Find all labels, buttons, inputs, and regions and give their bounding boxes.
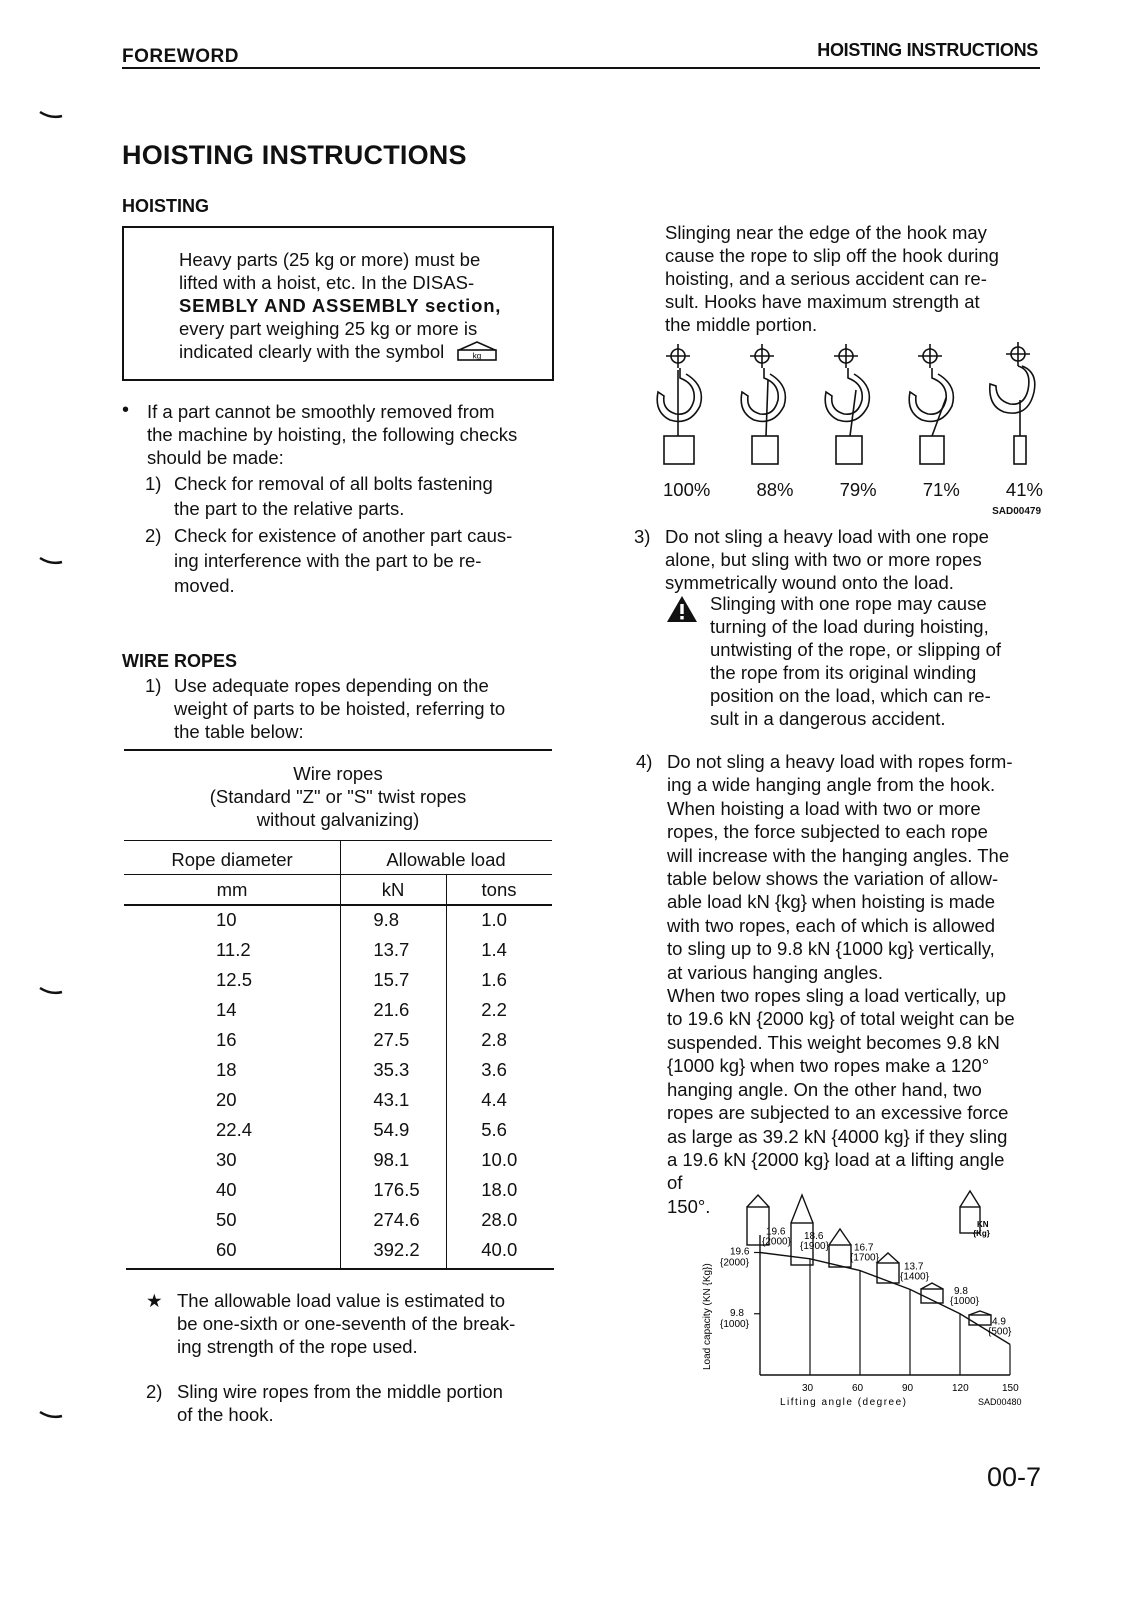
point-value-label: 4.9 xyxy=(992,1316,1006,1328)
cell-load-kn: 43.1 xyxy=(373,1089,410,1110)
x-tick-label: 120 xyxy=(952,1383,969,1394)
cell-load-kn: 54.9 xyxy=(373,1119,410,1140)
col-allowable-load: Allowable load xyxy=(386,849,506,870)
cell-load-tons: 40.0 xyxy=(481,1239,518,1260)
hook-positions-figure xyxy=(650,340,1045,470)
cell-rope-mm: 22.4 xyxy=(216,1119,253,1140)
cell-load-kn: 176.5 xyxy=(373,1179,420,1200)
cell-load-tons: 3.6 xyxy=(481,1059,507,1080)
check-item-2: 2) Check for existence of another part caus- ing interference with the part to be re- moved. xyxy=(145,525,513,596)
cell-load-kn: 35.3 xyxy=(373,1059,410,1080)
hook-icon xyxy=(657,344,701,464)
hook-percent: 88% xyxy=(756,479,794,500)
cell-rope-mm: 11.2 xyxy=(216,939,251,960)
cell-load-kn: 274.6 xyxy=(373,1209,420,1230)
header-chapter-label: HOISTING INSTRUCTIONS xyxy=(817,40,1038,60)
sling-rope-icon xyxy=(829,1229,851,1245)
figure-code: SAD00480 xyxy=(978,1397,1022,1407)
cell-load-tons: 5.6 xyxy=(481,1119,507,1140)
hook-percent-row xyxy=(663,478,1043,501)
wire-item-1: 1) Use adequate ropes depending on the weight of parts to be hoisted, referring to the table below: xyxy=(145,675,506,742)
bullet-dot-icon: • xyxy=(122,399,130,421)
hook-percent: 100% xyxy=(663,479,711,500)
cell-load-kn: 27.5 xyxy=(373,1029,410,1050)
bullet-line: should be made: xyxy=(147,447,284,468)
svg-text:kg: kg xyxy=(473,351,482,361)
cell-load-kn: 15.7 xyxy=(373,969,410,990)
note-line-symbol: indicated clearly with the symbol kg xyxy=(179,340,545,363)
cell-rope-mm: 10 xyxy=(216,909,237,930)
table-row xyxy=(124,1085,552,1115)
load-block-icon xyxy=(877,1263,899,1283)
hook-percent: 71% xyxy=(922,479,960,500)
x-tick-label: 60 xyxy=(852,1383,864,1394)
hoisting-heading: HOISTING xyxy=(122,196,210,216)
item4-line: will increase with the hanging angles. The xyxy=(667,844,1010,866)
warning-block: Slinging with one rope may cause turning of the load during hoisting, untwisting of the rope, or slipping of the rope from its original winding position on the load, which can re- sult in a dangerous accident. xyxy=(665,592,1043,730)
table-row xyxy=(124,1205,552,1235)
point-kg-label: {1700} xyxy=(850,1252,879,1264)
table-row xyxy=(124,965,552,995)
x-axis-label: Lifting angle (degree) xyxy=(780,1397,908,1408)
bullet-line: If a part cannot be smoothly removed from xyxy=(147,401,495,422)
point-value-label: 18.6 xyxy=(804,1230,824,1242)
table-row xyxy=(124,1235,552,1265)
binding-mark-icon xyxy=(38,556,64,566)
y-tick-label: 9.8 xyxy=(730,1307,744,1319)
page-title: HOISTING INSTRUCTIONS xyxy=(122,140,467,170)
table-top-rule xyxy=(124,749,552,751)
item4-line: with two ropes, each of which is allowed xyxy=(667,914,996,936)
hook-icon xyxy=(990,342,1035,464)
wire-rope-table xyxy=(124,905,552,1265)
hook-percent: 79% xyxy=(839,479,877,500)
sling-rope-icon xyxy=(791,1195,813,1223)
cell-load-tons: 1.4 xyxy=(481,939,507,960)
table-row xyxy=(124,995,552,1025)
cell-load-tons: 4.4 xyxy=(481,1089,507,1110)
cell-load-kn: 21.6 xyxy=(373,999,410,1020)
cell-rope-mm: 40 xyxy=(216,1179,237,1200)
table-row xyxy=(124,1145,552,1175)
x-tick-label: 30 xyxy=(802,1383,814,1394)
y-tick-label: 19.6 xyxy=(730,1246,750,1258)
hook-percent: 41% xyxy=(1005,479,1043,500)
item4-line: When two ropes sling a load vertically, up xyxy=(667,985,1006,1007)
table-row xyxy=(124,935,552,965)
cell-load-tons: 10.0 xyxy=(481,1149,518,1170)
cell-rope-mm: 60 xyxy=(216,1239,237,1260)
page-number: 00-7 xyxy=(986,1462,1041,1492)
item4-line: a 19.6 kN {2000 kg} load at a lifting angle xyxy=(667,1148,1005,1170)
binding-mark-icon xyxy=(38,1410,64,1420)
cell-load-kn: 13.7 xyxy=(373,939,410,960)
note-line: every part weighing 25 kg or more is xyxy=(179,318,478,339)
wire-ropes-heading: WIRE ROPES xyxy=(122,651,238,671)
sling-rope-icon xyxy=(747,1195,769,1207)
item4-line: ing a wide hanging angle from the hook. xyxy=(667,774,996,796)
table-row xyxy=(124,1025,552,1055)
cell-load-kn: 9.8 xyxy=(373,909,400,930)
table-row xyxy=(124,905,552,935)
hook-intro-text: Slinging near the edge of the hook may cause the rope to slip off the hook during hoisting, and a serious accident can re- sult. Hooks have maximum strength at the middle portion. xyxy=(665,222,999,335)
note-line: SEMBLY AND ASSEMBLY section, xyxy=(179,295,502,316)
point-kg-label: {500} xyxy=(988,1326,1012,1338)
item-3: 3) Do not sling a heavy load with one rope alone, but sling with two or more ropes symmetrically wound onto the load. xyxy=(634,526,989,593)
sling-rope-icon xyxy=(877,1253,899,1263)
hoisting-bullet xyxy=(122,400,554,598)
table-rule xyxy=(124,874,552,875)
sling-rope-icon xyxy=(960,1191,980,1207)
binding-mark-icon xyxy=(38,986,64,996)
legend-unit-label: KN xyxy=(977,1220,989,1229)
star-note: ★ The allowable load value is estimated to be one-sixth or one-seventh of the break- ing strength of the rope used. xyxy=(146,1290,516,1357)
note-line: lifted with a hoist, etc. In the DISAS- xyxy=(179,272,475,293)
item4-line: suspended. This weight becomes 9.8 kN xyxy=(667,1031,1000,1053)
unit-kn: kN xyxy=(381,879,405,900)
point-kg-label: {1000} xyxy=(950,1295,979,1307)
header-rule xyxy=(122,67,1040,69)
cell-load-kn: 98.1 xyxy=(373,1149,410,1170)
point-kg-label: {1900} xyxy=(800,1240,829,1252)
point-kg-label: {1400} xyxy=(900,1271,929,1283)
item4-line: to sling up to 9.8 kN {1000 kg} vertically, xyxy=(667,938,995,960)
item4-line: able load kN {kg} when hoisting is made xyxy=(667,891,996,913)
binding-mark-icon xyxy=(38,110,64,120)
table-row xyxy=(124,1175,552,1205)
table-caption: Wire ropes (Standard "Z" or "S" twist ropes without galvanizing) xyxy=(209,763,467,830)
point-value-label: 9.8 xyxy=(954,1285,968,1297)
unit-mm: mm xyxy=(216,879,248,900)
item4-line: as large as 39.2 kN {4000 kg} if they sling xyxy=(667,1125,1008,1147)
cell-rope-mm: 50 xyxy=(216,1209,237,1230)
bullet-line: the machine by hoisting, the following checks xyxy=(147,424,518,445)
cell-load-tons: 2.2 xyxy=(481,999,507,1020)
item4-line: ropes, the force subjected to each rope xyxy=(667,821,988,843)
warning-triangle-icon xyxy=(665,594,699,624)
item4-line: When hoisting a load with two or more xyxy=(667,797,981,819)
table-rule xyxy=(124,840,552,841)
point-kg-label: {2000} xyxy=(762,1236,791,1248)
hook-icon xyxy=(909,344,953,464)
cell-load-kn: 392.2 xyxy=(373,1239,420,1260)
col-rope-diameter: Rope diameter xyxy=(171,849,293,870)
cell-load-tons: 28.0 xyxy=(481,1209,518,1230)
item4-line: at various hanging angles. xyxy=(667,961,883,983)
hook-icon xyxy=(825,344,869,464)
cell-rope-mm: 20 xyxy=(216,1089,237,1110)
load-block-icon xyxy=(969,1315,991,1325)
unit-tons: tons xyxy=(481,879,517,900)
hook-icon xyxy=(741,344,785,464)
item4-line: of 150°. xyxy=(667,1172,711,1217)
item4-line: ropes are subjected to an excessive force xyxy=(667,1102,1009,1124)
item4-line: {1000 kg} when two ropes make a 120° xyxy=(667,1055,990,1077)
y-tick-sublabel: {1000} xyxy=(720,1318,749,1330)
figure-code: SAD00479 xyxy=(992,506,1041,517)
table-row xyxy=(124,1055,552,1085)
x-tick-label: 150 xyxy=(1002,1383,1019,1394)
star-icon: ★ xyxy=(146,1290,163,1311)
y-axis-label: Load capacity (KN {Kg}) xyxy=(702,1263,713,1370)
point-value-label: 16.7 xyxy=(854,1242,874,1254)
sling-rope-icon xyxy=(921,1283,943,1289)
weight-symbol-icon xyxy=(455,340,499,362)
cell-rope-mm: 30 xyxy=(216,1149,237,1170)
y-tick-sublabel: {2000} xyxy=(720,1257,749,1269)
load-capacity-chart xyxy=(690,1185,1040,1417)
legend-unit-label: {Kg} xyxy=(973,1229,990,1238)
item4-line: to 19.6 kN {2000 kg} of total weight can be xyxy=(667,1008,1015,1030)
cell-rope-mm: 18 xyxy=(216,1059,237,1080)
table-row xyxy=(124,1115,552,1145)
check-item-1: 1) Check for removal of all bolts fastening the part to the relative parts. xyxy=(145,473,493,519)
item-4: 4) Do not sling a heavy load with ropes form- ing a wide hanging angle from the hook. When hoisting a load with two or more ropes, the force subjected to each rope will increase with the hanging angles. The table below shows the variation of allow- able load kN {kg} when hoisting is made with two ropes, each of which is allowed to sling up to 9.8 kN {1000 kg} vertically, at various hanging angles. When two ropes sling a load vertically, up to 19.6 kN {2000 kg} of total weight can be suspended. This weight becomes 9.8 kN {1000 kg} when two ropes make a 120° hanging angle. On the other hand, two ropes are subjected to an excessive force as large as 39.2 kN {4000 kg} if they sling a 19.6 kN {2000 kg} load at a lifting angle of 150°. xyxy=(636,750,1046,1218)
point-value-label: 13.7 xyxy=(904,1261,924,1273)
cell-rope-mm: 12.5 xyxy=(216,969,253,990)
x-tick-label: 90 xyxy=(902,1383,914,1394)
cell-load-tons: 2.8 xyxy=(481,1029,507,1050)
item4-line: Do not sling a heavy load with ropes form- xyxy=(667,751,1013,772)
wire-item-2: 2) Sling wire ropes from the middle portion of the hook. xyxy=(146,1381,503,1425)
item4-line: hanging angle. On the other hand, two xyxy=(667,1078,982,1100)
item4-line: table below shows the variation of allow- xyxy=(667,868,999,890)
cell-rope-mm: 16 xyxy=(216,1029,237,1050)
hoisting-note-box xyxy=(122,226,554,381)
cell-load-tons: 1.6 xyxy=(481,969,507,990)
note-line: Heavy parts (25 kg or more) must be xyxy=(179,249,481,270)
cell-load-tons: 18.0 xyxy=(481,1179,518,1200)
point-value-label: 19.6 xyxy=(766,1226,786,1238)
cell-load-tons: 1.0 xyxy=(481,909,507,930)
header-section-label: FOREWORD xyxy=(122,46,239,67)
cell-rope-mm: 14 xyxy=(216,999,237,1020)
table-bottom-rule xyxy=(126,1268,554,1270)
